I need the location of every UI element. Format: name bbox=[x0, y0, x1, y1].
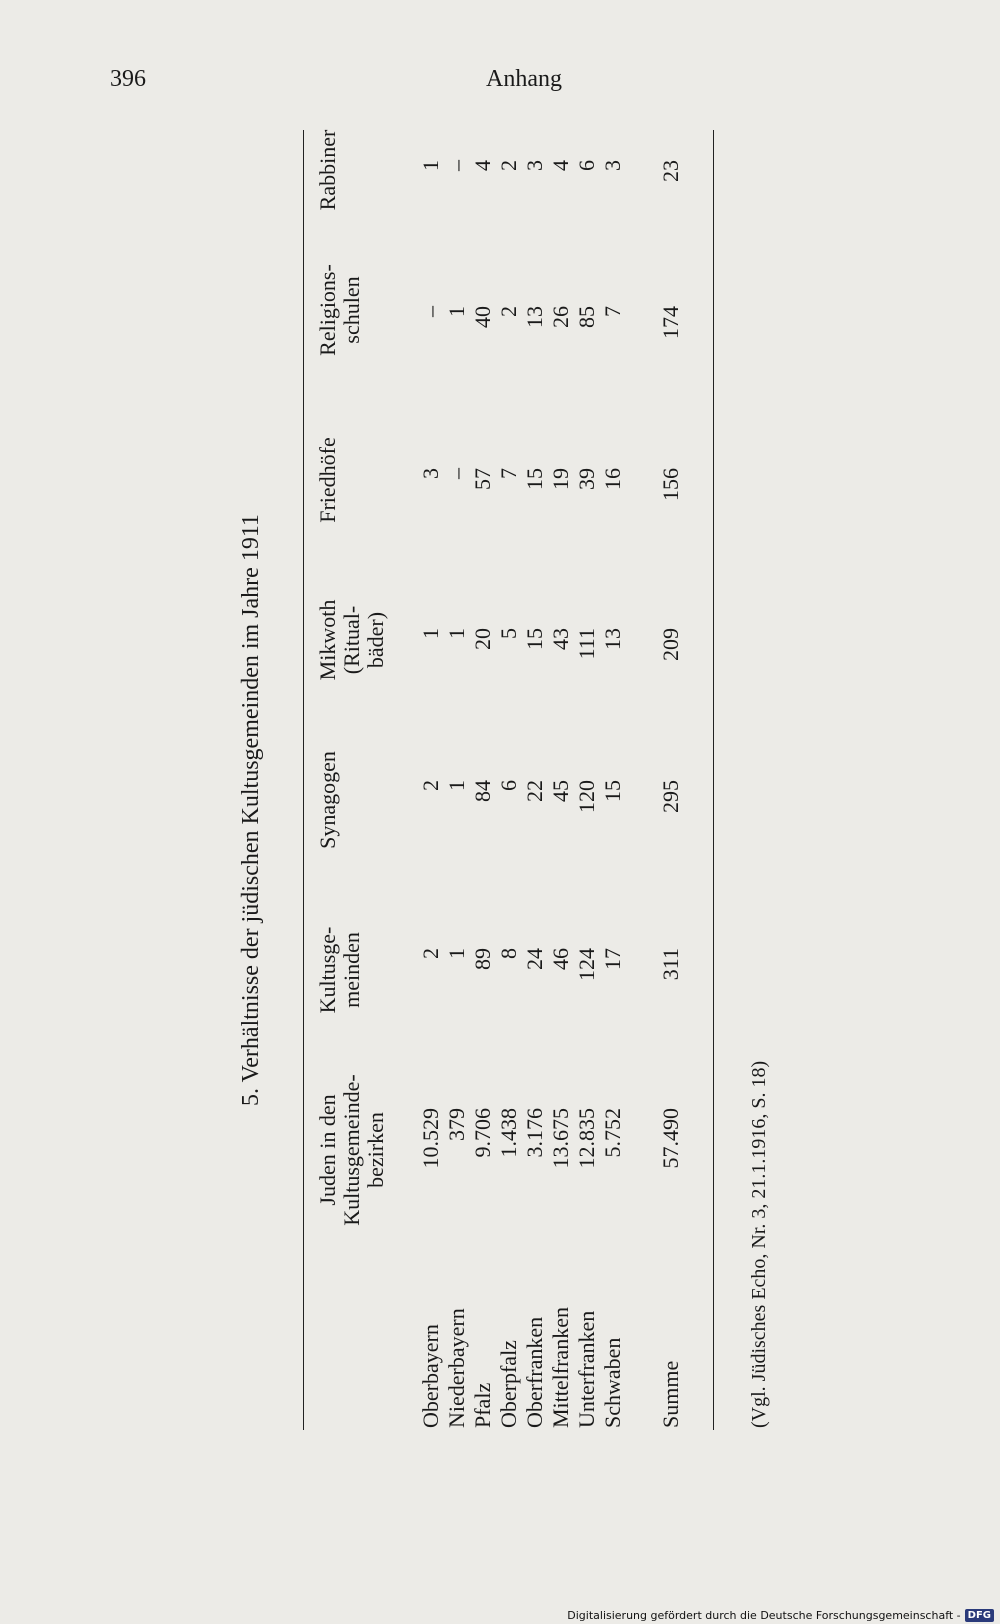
table-cell: 2 bbox=[418, 948, 443, 959]
table-cell: – bbox=[444, 468, 469, 479]
sum-cell: 174 bbox=[658, 306, 683, 339]
table-cell: 1.438 bbox=[496, 1108, 521, 1158]
table-cell: 15 bbox=[600, 780, 625, 802]
sum-cell: 57.490 bbox=[658, 1108, 683, 1169]
table-cell: 8 bbox=[496, 948, 521, 959]
table-cell: 20 bbox=[470, 628, 495, 650]
region-label: Oberfranken bbox=[522, 1316, 547, 1428]
table-cell: 57 bbox=[470, 468, 495, 490]
table-title: 5. Verhältnisse der jüdischen Kultusgemeinden im Jahre 1911 bbox=[238, 514, 264, 1106]
table-cell: 5.752 bbox=[600, 1108, 625, 1158]
table-cell: 6 bbox=[574, 160, 599, 171]
table-cell: 111 bbox=[574, 628, 599, 660]
region-label: Pfalz bbox=[470, 1382, 495, 1428]
column-header-line: Kultusge- bbox=[315, 926, 340, 1014]
table-cell: – bbox=[418, 306, 443, 317]
column-header bbox=[316, 715, 340, 885]
table-cell: 9.706 bbox=[470, 1108, 495, 1158]
column-header bbox=[316, 1065, 388, 1235]
column-header bbox=[316, 555, 388, 725]
column-header-line: Kultusgemeinde- bbox=[339, 1074, 364, 1226]
table-cell: 12.835 bbox=[574, 1108, 599, 1169]
table-cell: 10.529 bbox=[418, 1108, 443, 1169]
table-cell: 3 bbox=[600, 160, 625, 171]
table-cell: 3 bbox=[522, 160, 547, 171]
table-cell: 26 bbox=[548, 306, 573, 328]
table-cell: 379 bbox=[444, 1108, 469, 1141]
table-cell: 2 bbox=[496, 306, 521, 317]
column-header-line: Juden in den bbox=[315, 1094, 340, 1206]
table-cell: 16 bbox=[600, 468, 625, 490]
table-cell: 15 bbox=[522, 628, 547, 650]
table-cell: 22 bbox=[522, 780, 547, 802]
table-cell: 4 bbox=[548, 160, 573, 171]
table-bottom-rule bbox=[713, 130, 714, 1430]
table-cell: 85 bbox=[574, 306, 599, 328]
table-cell: 2 bbox=[496, 160, 521, 171]
table-cell: 1 bbox=[444, 628, 469, 639]
table-cell: 1 bbox=[418, 160, 443, 171]
sum-cell: 156 bbox=[658, 468, 683, 501]
sum-row-label: Summe bbox=[658, 1360, 683, 1428]
region-label: Niederbayern bbox=[444, 1308, 469, 1428]
table-cell: 3 bbox=[418, 468, 443, 479]
table-top-rule bbox=[303, 130, 304, 1430]
table-cell: 2 bbox=[418, 780, 443, 791]
table-cell: 4 bbox=[470, 160, 495, 171]
table-cell: 40 bbox=[470, 306, 495, 328]
footer-text: Digitalisierung gefördert durch die Deutsche Forschungsgemeinschaft - bbox=[567, 1609, 961, 1622]
running-head: Anhang bbox=[486, 66, 562, 92]
sum-cell: 295 bbox=[658, 780, 683, 813]
column-header-line: bezirken bbox=[363, 1112, 388, 1188]
table-cell: 1 bbox=[444, 306, 469, 317]
page-number: 396 bbox=[110, 66, 146, 92]
column-header bbox=[316, 885, 364, 1055]
region-label: Mittelfranken bbox=[548, 1307, 573, 1428]
table-cell: 7 bbox=[496, 468, 521, 479]
dfg-logo-icon: DFG bbox=[965, 1609, 994, 1622]
column-header-line: (Ritual- bbox=[339, 605, 364, 675]
table-cell: – bbox=[444, 160, 469, 171]
table-cell: 1 bbox=[444, 948, 469, 959]
column-header-line: Mikwoth bbox=[315, 599, 340, 681]
column-header-line: Friedhöfe bbox=[315, 437, 340, 523]
sum-cell: 209 bbox=[658, 628, 683, 661]
region-label: Oberpfalz bbox=[496, 1340, 521, 1428]
table-cell: 124 bbox=[574, 948, 599, 981]
column-header-line: bäder) bbox=[363, 611, 388, 669]
table-cell: 39 bbox=[574, 468, 599, 490]
table-cell: 1 bbox=[444, 780, 469, 791]
table-cell: 5 bbox=[496, 628, 521, 639]
sum-cell: 311 bbox=[658, 948, 683, 981]
table-cell: 19 bbox=[548, 468, 573, 490]
table-cell: 6 bbox=[496, 780, 521, 791]
footer bbox=[567, 1609, 994, 1622]
column-header-line: Synagogen bbox=[315, 751, 340, 849]
source-note: (Vgl. Jüdisches Echo, Nr. 3, 21.1.1916, S. 18) bbox=[748, 1060, 770, 1428]
table-cell: 13 bbox=[522, 306, 547, 328]
column-header-line: meinden bbox=[339, 932, 364, 1008]
rotated-table-block bbox=[238, 120, 798, 1500]
table-cell: 13.675 bbox=[548, 1108, 573, 1169]
table-cell: 43 bbox=[548, 628, 573, 650]
table-cell: 84 bbox=[470, 780, 495, 802]
table-cell: 15 bbox=[522, 468, 547, 490]
table-cell: 46 bbox=[548, 948, 573, 970]
table-cell: 24 bbox=[522, 948, 547, 970]
table-cell: 45 bbox=[548, 780, 573, 802]
column-header-line: schulen bbox=[339, 276, 364, 344]
column-header bbox=[316, 85, 340, 255]
region-label: Schwaben bbox=[600, 1337, 625, 1428]
table-cell: 1 bbox=[418, 628, 443, 639]
column-header-line: Religions- bbox=[315, 264, 340, 356]
sum-cell: 23 bbox=[658, 160, 683, 182]
table-cell: 7 bbox=[600, 306, 625, 317]
table-cell: 3.176 bbox=[522, 1108, 547, 1158]
column-header-line: Rabbiner bbox=[315, 129, 340, 211]
table-cell: 17 bbox=[600, 948, 625, 970]
table-cell: 89 bbox=[470, 948, 495, 970]
region-label: Oberbayern bbox=[418, 1324, 443, 1428]
region-label: Unterfranken bbox=[574, 1310, 599, 1428]
table-cell: 120 bbox=[574, 780, 599, 813]
column-header bbox=[316, 395, 340, 565]
table-cell: 13 bbox=[600, 628, 625, 650]
